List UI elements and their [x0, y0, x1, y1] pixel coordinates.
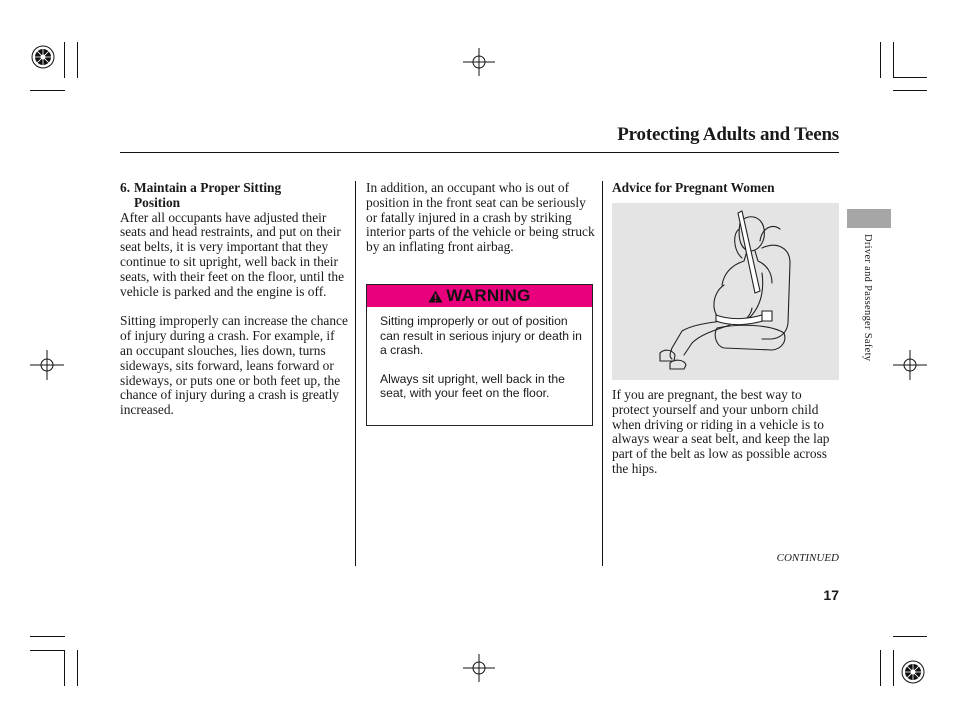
- column-1: [120, 181, 348, 418]
- registration-target-icon: [31, 45, 55, 69]
- warning-text: Always sit upright, well back in the seat, with your feet on the floor.: [380, 371, 565, 401]
- crosshair-icon: [463, 654, 495, 682]
- paragraph: Sitting improperly can increase the chance of injury during a crash. For example, if an occupant slouches, lies down, turns sideways, sits forward, leans forward or sideways, or puts one or both feet up, the chance of injury during a crash is greatly increased.: [120, 313, 348, 418]
- column-3-body: [612, 388, 840, 477]
- warning-body: [367, 307, 592, 401]
- paragraph: If you are pregnant, the best way to protect yourself and your unborn child when driving or riding in a vehicle is to always wear a seat belt, and keep the lap part of the belt as low as possible across the hips.: [612, 387, 830, 476]
- registration-target-icon: [901, 660, 925, 684]
- column-divider: [602, 181, 603, 566]
- page-number: 17: [823, 587, 839, 603]
- crosshair-icon: [893, 350, 927, 380]
- header-rule: [120, 152, 839, 153]
- paragraph: In addition, an occupant who is out of position in the front seat can be seriously or fatally injured in a crash by striking interior parts of the vehicle or being struck by an inflating front airbag.: [366, 180, 595, 255]
- warning-box: [366, 284, 593, 426]
- heading-line-2: Position: [134, 194, 181, 210]
- section-heading: [120, 181, 348, 211]
- warning-label: WARNING: [446, 286, 531, 305]
- section-tab: [847, 209, 891, 228]
- paragraph: After all occupants have adjusted their seats and head restraints, and put on their seat belts, it is very important that they continue to sit upright, well back in their seats, with their feet on the floor, until the vehicle is parked and the engine is off.: [120, 209, 345, 299]
- section-tab-label: Driver and Passenger Safety: [862, 234, 873, 362]
- column-2: [366, 181, 596, 255]
- heading-line-1: Maintain a Proper Sitting: [134, 180, 282, 195]
- pregnant-woman-seatbelt-illustration: [612, 203, 839, 380]
- warning-triangle-icon: [428, 290, 443, 303]
- warning-header: [367, 285, 592, 307]
- warning-text: Sitting improperly or out of position can result in serious injury or death in a crash.: [380, 314, 582, 358]
- crosshair-icon: [30, 350, 64, 380]
- page-title: Protecting Adults and Teens: [617, 124, 839, 145]
- section-heading: Advice for Pregnant Women: [612, 180, 775, 195]
- continued-label: CONTINUED: [776, 552, 839, 564]
- column-divider: [355, 181, 356, 566]
- column-3: [612, 181, 840, 196]
- heading-number: 6.: [120, 180, 131, 195]
- crosshair-icon: [463, 48, 495, 76]
